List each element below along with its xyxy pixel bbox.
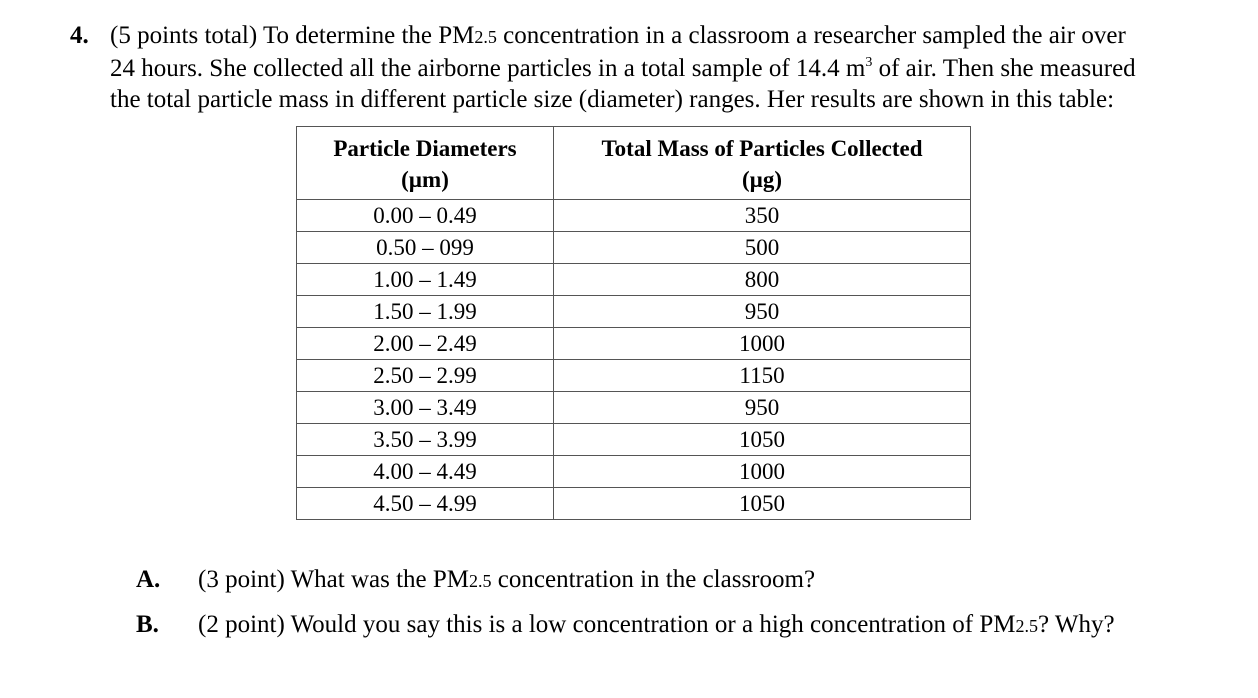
mass-cell: 1050	[554, 424, 971, 456]
diameter-cell: 0.50 – 099	[297, 232, 554, 264]
question-line-3: the total particle mass in different particle size (diameter) ranges. Her results are shown in this table:	[110, 86, 1115, 113]
mass-cell: 800	[554, 264, 971, 296]
diameter-cell: 2.50 – 2.99	[297, 360, 554, 392]
diameter-cell: 3.50 – 3.99	[297, 424, 554, 456]
diameter-cell: 4.50 – 4.99	[297, 488, 554, 520]
question-text	[110, 20, 1220, 115]
part-a-text: (3 point) What was the PM2.5 concentration in the classroom?	[198, 566, 816, 593]
mass-cell: 350	[554, 200, 971, 232]
question-line-1: (5 points total) To determine the PM2.5 concentration in a classroom a researcher sampled the air over	[110, 22, 1126, 49]
table-header-row	[297, 127, 971, 200]
table-row	[297, 232, 971, 264]
part-b-text: (2 point) Would you say this is a low concentration or a high concentration of PM2.5? Why?	[198, 611, 1115, 638]
table-row	[297, 328, 971, 360]
mass-cell: 1050	[554, 488, 971, 520]
mass-cell: 950	[554, 296, 971, 328]
question-number: 4.	[70, 22, 89, 49]
diameter-cell: 2.00 – 2.49	[297, 328, 554, 360]
table-row	[297, 296, 971, 328]
table-row	[297, 488, 971, 520]
diameter-cell: 3.00 – 3.49	[297, 392, 554, 424]
cubed-superscript: 3	[865, 55, 873, 70]
table-row	[297, 264, 971, 296]
part-b-letter: B.	[136, 611, 159, 638]
table-row	[297, 424, 971, 456]
question-block	[70, 20, 1220, 115]
diameter-cell: 1.00 – 1.49	[297, 264, 554, 296]
diameter-cell: 1.50 – 1.99	[297, 296, 554, 328]
header-total-mass: Total Mass of Particles Collected (µg)	[554, 127, 971, 200]
mass-cell: 950	[554, 392, 971, 424]
diameter-cell: 0.00 – 0.49	[297, 200, 554, 232]
header-particle-diameters: Particle Diameters (µm)	[297, 127, 554, 200]
part-a	[136, 564, 815, 597]
diameter-cell: 4.00 – 4.49	[297, 456, 554, 488]
part-b	[136, 609, 1115, 642]
pm-subscript: 2.5	[474, 27, 497, 47]
mass-cell: 1000	[554, 456, 971, 488]
results-table	[296, 126, 971, 520]
mass-cell: 1150	[554, 360, 971, 392]
part-a-letter: A.	[136, 566, 161, 593]
mass-cell: 1000	[554, 328, 971, 360]
table-row	[297, 200, 971, 232]
table-row	[297, 392, 971, 424]
question-line-2: 24 hours. She collected all the airborne particles in a total sample of 14.4 $m^3$ of air. Then she measured	[110, 55, 1136, 82]
table-row	[297, 456, 971, 488]
mass-cell: 500	[554, 232, 971, 264]
table-row	[297, 360, 971, 392]
